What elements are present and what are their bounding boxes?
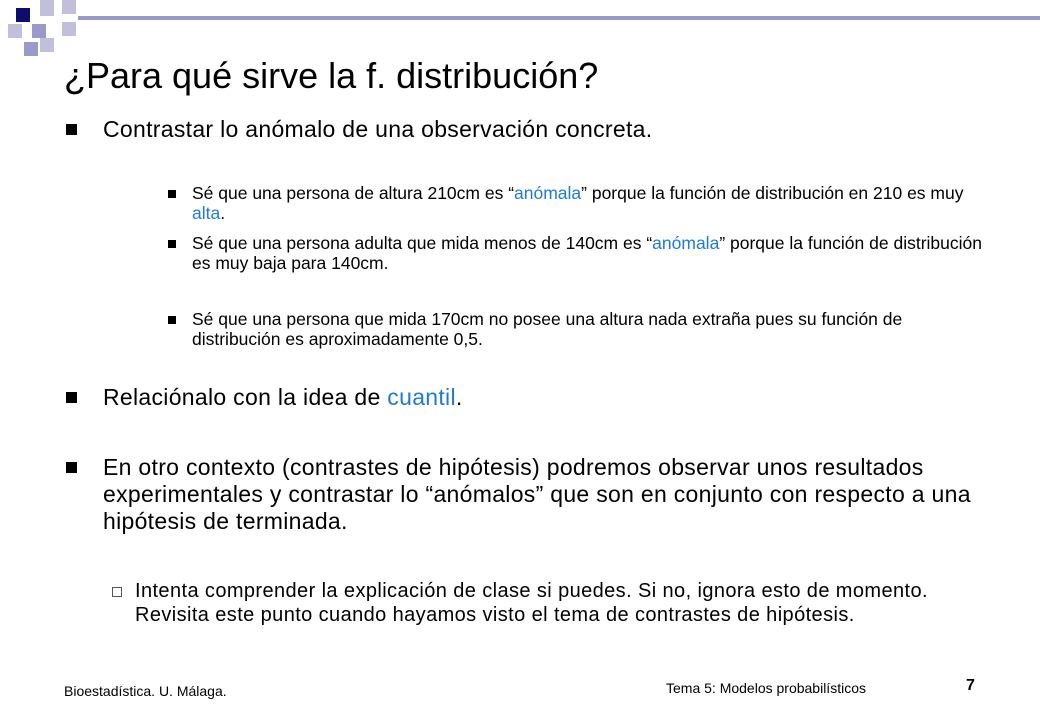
sub-bullet-1-text: Sé que una persona de altura 210cm es “anómala” porque la función de distribución en 210 es muy alta.: [192, 183, 964, 223]
footer-topic: Tema 5: Modelos probabilísticos: [666, 680, 866, 696]
sub-bullet-hypothesis-text: Intenta comprender la explicación de clase si puedes. Si no, ignora esto de momento. Revisita este punto cuando hayamos visto el tema de contrastes de hipótesis.: [135, 580, 928, 626]
sub-bullet-square: [168, 316, 176, 324]
decor-square-light: [62, 22, 76, 36]
footer-course: Bioestadística. U. Málaga.: [64, 683, 227, 699]
page-number: 7: [966, 677, 975, 694]
hollow-square-bullet-icon: [112, 587, 122, 597]
bullet-square: [66, 392, 77, 403]
decor-square-light: [8, 24, 22, 38]
decor-square-light: [62, 0, 76, 14]
bullet-1-text: Contrastar lo anómalo de una observación concreta.: [103, 116, 653, 142]
decor-square-dark: [16, 8, 30, 22]
bullet-2-text: Relaciónalo con la idea de cuantil.: [103, 384, 463, 410]
decor-square-light: [40, 0, 54, 16]
header-rule: [78, 16, 1040, 20]
decor-square-mid: [32, 24, 46, 38]
sub-bullet-3-text: Sé que una persona que mida 170cm no posee una altura nada extraña pues su función de distribución es aproximadamente 0,5.: [192, 309, 903, 349]
decor-square-mid: [24, 42, 38, 56]
decor-square-light: [40, 38, 54, 52]
bullet-square: [66, 124, 77, 135]
sub-bullet-square: [168, 240, 176, 248]
bullet-square: [66, 462, 77, 473]
bullet-3-text: En otro contexto (contrastes de hipótesis) podremos observar unos resultados experimentales y contrastar lo “anómalos” que son en conjunto con respecto a una hipótesis de terminada.: [103, 454, 971, 534]
slide-title: ¿Para qué sirve la f. distribución?: [64, 55, 599, 96]
sub-bullet-2-text: Sé que una persona adulta que mida menos de 140cm es “anómala” porque la función de distribución es muy baja para 140cm.: [192, 233, 982, 273]
sub-bullet-square: [168, 190, 176, 198]
